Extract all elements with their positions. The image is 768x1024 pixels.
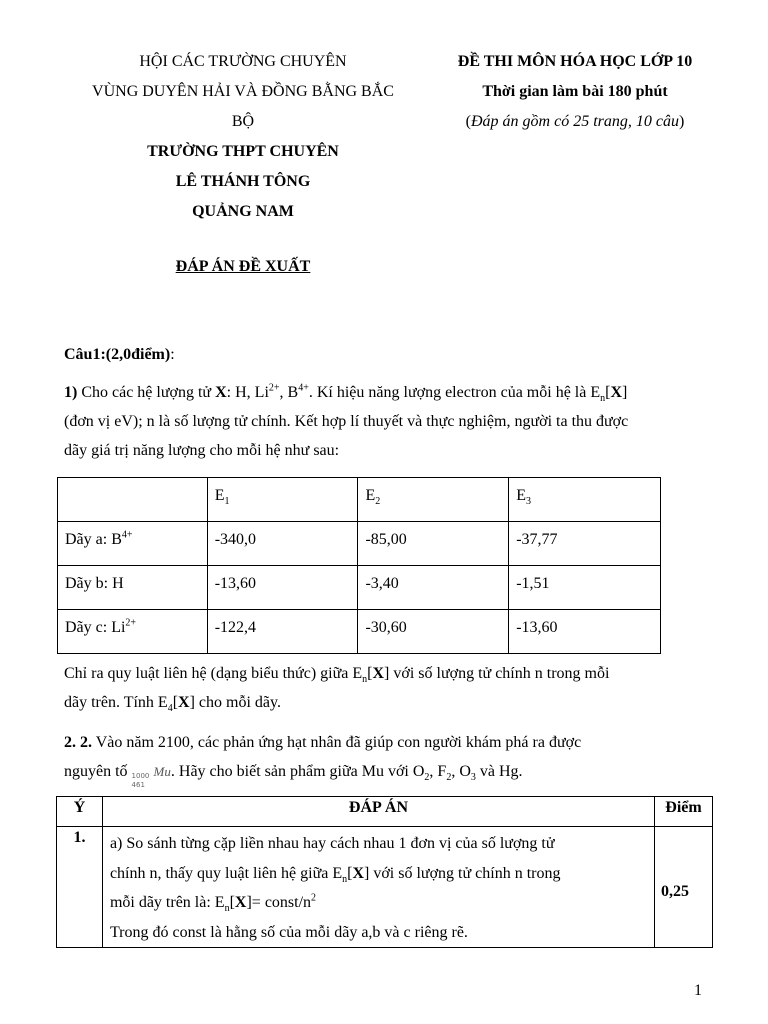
question1-task-line2: dãy trên. Tính $E_4[X]$ cho mỗi dãy. (64, 694, 281, 715)
table-row (58, 566, 661, 610)
header-left-line1: HỘI CÁC TRƯỜNG CHUYÊN (139, 53, 347, 70)
answer-score: 0,25 (655, 827, 713, 948)
exam-title: ĐỀ THI MÔN HÓA HỌC LỚP 10 (457, 53, 693, 70)
answer-content (102, 827, 654, 948)
column-header-answer: ĐÁP ÁN (102, 797, 654, 827)
table-row (58, 610, 661, 654)
answer-line3: mỗi dãy trên là: $E_n[X]=$ const/$n^2$ (109, 892, 317, 915)
column-header-score: Điểm (655, 797, 713, 827)
answer-table (56, 796, 713, 948)
answer-line2: chính n, thấy quy luật liên hệ giữa $E_n[X]$ với số lượng tử chính n trong (109, 864, 561, 885)
page-number: 1 (694, 982, 702, 999)
table-cell: -13,60 (207, 566, 358, 610)
table-cell: -1,51 (509, 566, 661, 610)
header-left-line2: VÙNG DUYÊN HẢI VÀ ĐỒNG BẰNG BẮC (92, 83, 394, 100)
exam-pages-note: (Đáp án gồm có 25 trang, 10 câu) (465, 113, 685, 130)
energy-table (57, 477, 661, 654)
question1-task-line1: Chỉ ra quy luật liên hệ (dạng biểu thức) giữa $E_n[X]$ với số lượng tử chính n trong mỗi (64, 665, 610, 686)
table-cell: -85,00 (358, 522, 509, 566)
energy-table-header-cell (58, 478, 208, 522)
header-right (430, 47, 720, 137)
school-name-line1: TRƯỜNG THPT CHUYÊN (147, 143, 339, 160)
answer-line1: a) So sánh từng cặp liền nhau hay cách nhau 1 đơn vị của số lượng tử (109, 835, 555, 852)
row-label: Dãy a: $B^{4+}$ (58, 522, 208, 566)
question2-line2: nguyên tố 1000 461 Mu. Hãy cho biết sản phẩm giữa Mu với $O_2$, $F_2$, $O_3$ và Hg. (64, 763, 523, 790)
header-left-line3: BỘ (231, 113, 255, 130)
exam-duration: Thời gian làm bài 180 phút (482, 83, 668, 100)
column-header-y: Ý (57, 797, 103, 827)
table-row (57, 827, 713, 948)
question2-paragraph (64, 728, 704, 790)
row-label: Dãy c: $Li^{2+}$ (58, 610, 208, 654)
row-label: Dãy b: H (58, 566, 208, 610)
nuclide-notation: 1000 461 (131, 772, 150, 790)
energy-table-header-cell: $E_1$ (207, 478, 358, 522)
table-cell: -13,60 (509, 610, 661, 654)
table-cell: -122,4 (207, 610, 358, 654)
document-title: ĐÁP ÁN ĐỀ XUẤT (175, 258, 311, 275)
energy-table-header-cell: $E_3$ (509, 478, 661, 522)
energy-table-header-row (58, 478, 661, 522)
table-cell: -340,0 (207, 522, 358, 566)
school-name-line2: LÊ THÁNH TÔNG (175, 173, 311, 190)
question1-line1: 1) Cho các hệ lượng tử X: H, $Li^{2+}$, $B^{4+}$. Kí hiệu năng lượng electron của mỗi hệ là $E_n[X]$ (64, 382, 628, 405)
header-left (60, 47, 426, 227)
answer-index: 1. (57, 827, 103, 948)
question1-line2: (đơn vị eV); n là số lượng tử chính. Kết hợp lí thuyết và thực nghiệm, người ta thu được (64, 413, 629, 430)
table-cell: -3,40 (358, 566, 509, 610)
school-name-line3: QUẢNG NAM (192, 203, 294, 220)
answer-line4: Trong đó const là hằng số của mỗi dãy a,b và c riêng rẽ. (109, 923, 468, 941)
energy-table-header-cell: $E_2$ (358, 478, 509, 522)
question1-line3: dãy giá trị năng lượng cho mỗi hệ như sau: (64, 442, 340, 459)
table-cell: -30,60 (358, 610, 509, 654)
question1-heading: Câu1:(2,0điểm): (64, 346, 175, 363)
question2-line1: 2. 2. Vào năm 2100, các phản ứng hạt nhân đã giúp con người khám phá ra được (64, 734, 582, 751)
answer-table-header-row (57, 797, 713, 827)
nuclide-symbol: Mu (153, 764, 171, 779)
question1-task (64, 659, 704, 717)
table-row (58, 522, 661, 566)
question1-paragraph (64, 378, 704, 465)
table-cell: -37,77 (509, 522, 661, 566)
